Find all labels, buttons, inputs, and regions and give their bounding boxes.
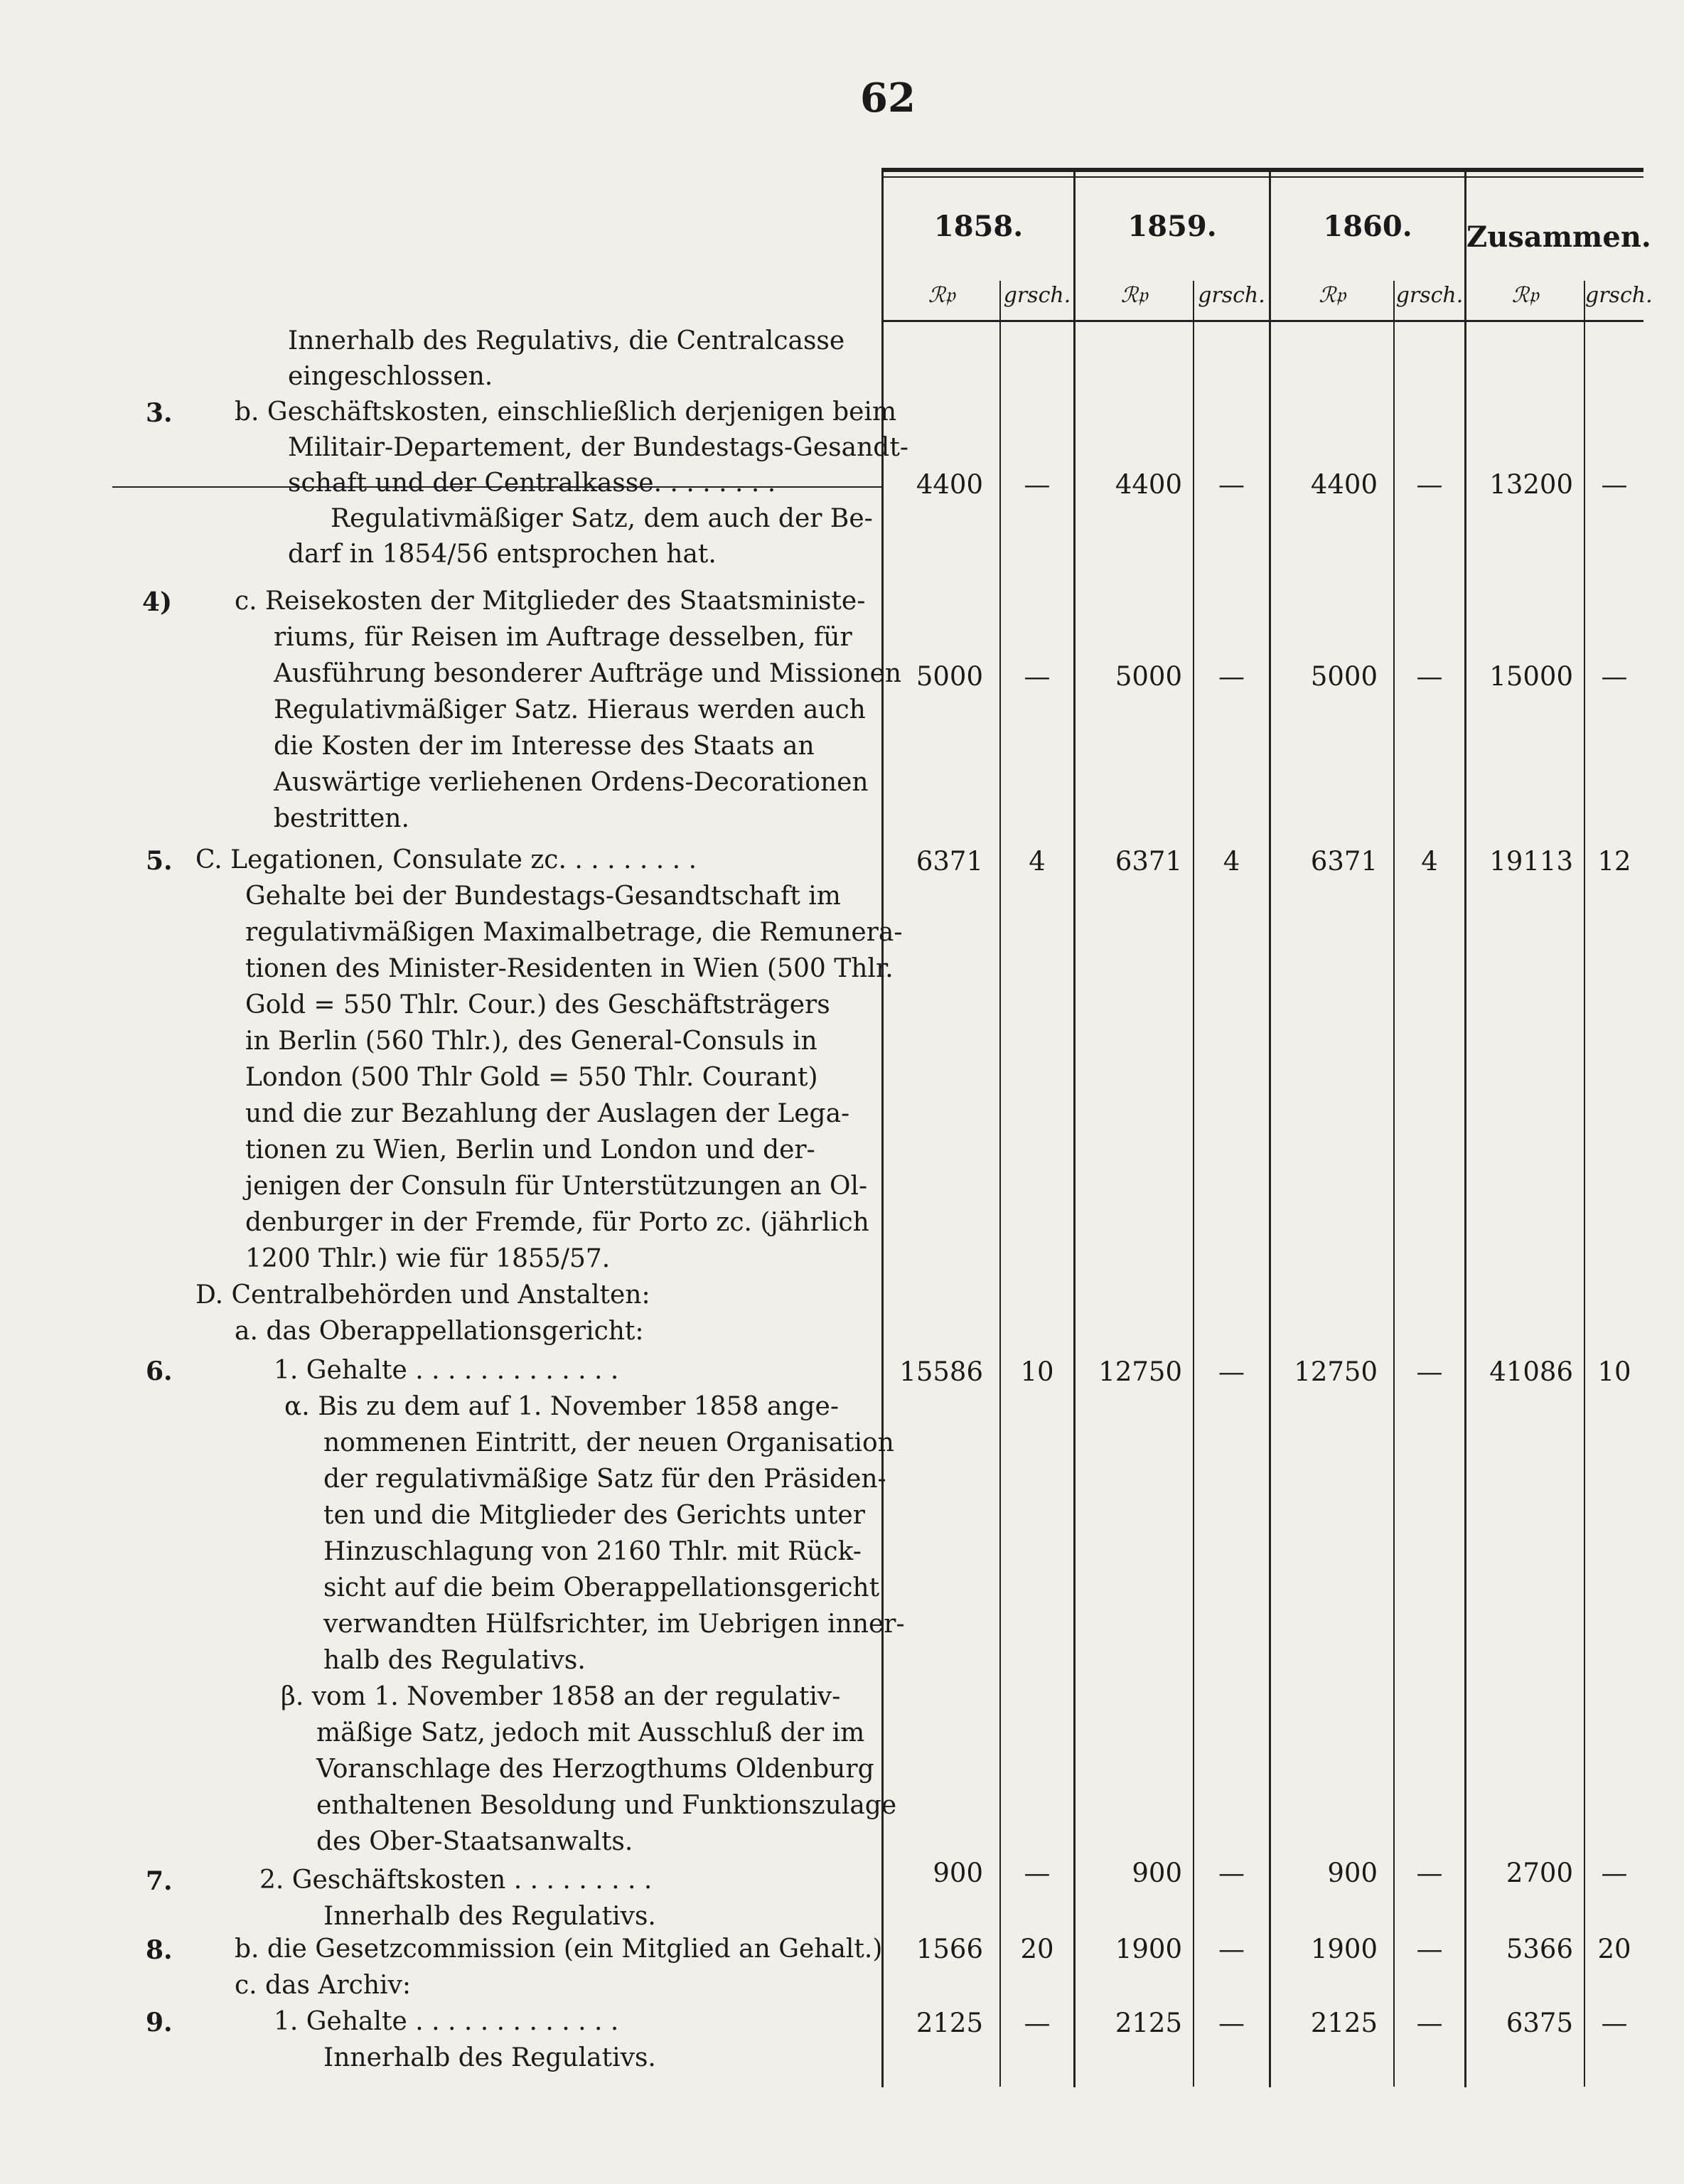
col-rule-gr3 xyxy=(1393,281,1395,2087)
col-rule-gr4 xyxy=(1584,281,1585,2087)
text-line: c. Reisekosten der Mitglieder des Staatsministe- xyxy=(235,587,866,616)
text-line: und die zur Bezahlung der Auslagen der Lega- xyxy=(245,1099,850,1128)
text-line: Militair-Departement, der Bundestags-Gesandt- xyxy=(288,433,908,462)
row-number: 6. xyxy=(146,1356,173,1386)
cell-1858-groschen: 20 xyxy=(1020,1934,1054,1964)
cell-1860-thaler: 4400 xyxy=(1310,469,1378,500)
unit-thaler-total: ℛ𝔭 xyxy=(1511,283,1539,308)
cell-1860-groschen: — xyxy=(1416,469,1443,500)
text-line: London (500 Thlr Gold = 550 Thlr. Courant) xyxy=(245,1063,818,1092)
text-line: 1. Gehalte . . . . . . . . . . . . . xyxy=(274,2007,619,2036)
cell-1859-groschen: — xyxy=(1218,661,1245,692)
page-number: 62 xyxy=(860,75,916,122)
text-line: a. das Oberappellationsgericht: xyxy=(235,1317,644,1346)
text-line: Gehalte bei der Bundestags-Gesandtschaft im xyxy=(245,882,841,911)
cell-total-thaler: 5366 xyxy=(1506,1934,1573,1964)
cell-1859-groschen: — xyxy=(1218,2008,1245,2038)
text-line: Gold = 550 Thlr. Cour.) des Geschäftsträgers xyxy=(245,990,830,1019)
text-line: eingeschlossen. xyxy=(288,362,493,391)
cell-1858-groschen: — xyxy=(1024,661,1051,692)
text-line: Innerhalb des Regulativs. xyxy=(323,2043,656,2072)
cell-1858-groschen: — xyxy=(1024,469,1051,500)
cell-total-thaler: 2700 xyxy=(1506,1858,1573,1888)
col-rule-4 xyxy=(1464,168,1466,2087)
text-line: 1200 Thlr.) wie für 1855/57. xyxy=(245,1244,611,1273)
row-number: 9. xyxy=(146,2008,173,2038)
text-line: schaft und der Centralkasse. . . . . . . . xyxy=(288,469,776,498)
text-line: in Berlin (560 Thlr.), des General-Consuls in xyxy=(245,1027,817,1056)
header-total: Zusammen. xyxy=(1466,220,1651,254)
cell-total-groschen: — xyxy=(1601,2008,1628,2038)
cell-1859-thaler: 1900 xyxy=(1115,1934,1182,1964)
text-line: 2. Geschäftskosten . . . . . . . . . xyxy=(259,1866,653,1895)
cell-total-thaler: 6375 xyxy=(1506,2008,1573,2038)
text-line: des Ober-Staatsanwalts. xyxy=(316,1827,633,1856)
cell-total-groschen: — xyxy=(1601,469,1628,500)
cell-1860-thaler: 12750 xyxy=(1294,1356,1378,1387)
row-number: 4) xyxy=(142,587,173,617)
cell-total-groschen: 10 xyxy=(1597,1356,1631,1387)
unit-thaler-1859: ℛ𝔭 xyxy=(1120,283,1148,308)
text-line: denburger in der Fremde, für Porto zc. (jährlich xyxy=(245,1208,869,1237)
cell-1859-thaler: 5000 xyxy=(1115,661,1182,692)
cell-1858-groschen: — xyxy=(1024,2008,1051,2038)
cell-1860-groschen: — xyxy=(1416,661,1443,692)
text-line: halb des Regulativs. xyxy=(323,1646,586,1675)
cell-1859-groschen: 4 xyxy=(1223,846,1240,877)
text-line: β. vom 1. November 1858 an der regulativ- xyxy=(281,1682,841,1711)
cell-1858-thaler: 1566 xyxy=(916,1934,983,1964)
cell-1859-thaler: 900 xyxy=(1132,1858,1182,1888)
cell-1860-groschen: — xyxy=(1416,1356,1443,1387)
cell-1860-thaler: 6371 xyxy=(1310,846,1378,877)
text-line: c. das Archiv: xyxy=(235,1971,412,2000)
table-top-rule-thin xyxy=(881,176,1643,178)
cell-1858-thaler: 2125 xyxy=(916,2008,983,2038)
cell-1859-groschen: — xyxy=(1218,1934,1245,1964)
row-number: 7. xyxy=(146,1866,173,1896)
cell-1859-thaler: 2125 xyxy=(1115,2008,1182,2038)
cell-1858-thaler: 6371 xyxy=(916,846,983,877)
cell-total-thaler: 13200 xyxy=(1489,469,1573,500)
text-line: enthaltenen Besoldung und Funktionszulage xyxy=(316,1791,897,1820)
text-line: mäßige Satz, jedoch mit Ausschluß der im xyxy=(316,1718,865,1747)
text-line: tionen zu Wien, Berlin und London und der- xyxy=(245,1135,815,1165)
text-line: b. die Gesetzcommission (ein Mitglied an Gehalt.) xyxy=(235,1934,883,1964)
table-header-rule xyxy=(881,320,1643,322)
unit-groschen-total: grsch. xyxy=(1585,283,1653,308)
text-line: C. Legationen, Consulate zc. . . . . . . . . xyxy=(195,845,697,874)
unit-thaler-1860: ℛ𝔭 xyxy=(1319,283,1346,308)
cell-total-groschen: 12 xyxy=(1597,846,1631,877)
cell-1858-groschen: 10 xyxy=(1020,1356,1054,1387)
col-rule-gr1 xyxy=(999,281,1001,2087)
text-line: α. Bis zu dem auf 1. November 1858 ange- xyxy=(284,1392,839,1421)
text-line: Voranschlage des Herzogthums Oldenburg xyxy=(316,1755,874,1784)
cell-1860-groschen: — xyxy=(1416,1858,1443,1888)
text-line: sicht auf die beim Oberappellationsgericht xyxy=(323,1573,880,1602)
text-line: D. Centralbehörden und Anstalten: xyxy=(195,1280,650,1310)
cell-1859-thaler: 4400 xyxy=(1115,469,1182,500)
cell-1859-groschen: — xyxy=(1218,1858,1245,1888)
cell-1860-thaler: 5000 xyxy=(1310,661,1378,692)
col-rule-2 xyxy=(1073,168,1076,2087)
cell-1858-thaler: 900 xyxy=(933,1858,983,1888)
cell-total-groschen: 20 xyxy=(1597,1934,1631,1964)
cell-1860-groschen: — xyxy=(1416,2008,1443,2038)
col-rule-3 xyxy=(1269,168,1271,2087)
text-line: Auswärtige verliehenen Ordens-Decorationen xyxy=(274,768,869,797)
text-line: tionen des Minister-Residenten in Wien (500 Thlr. xyxy=(245,954,894,983)
text-line: riums, für Reisen im Auftrage desselben, für xyxy=(274,623,852,652)
text-line: darf in 1854/56 entsprochen hat. xyxy=(288,540,717,569)
cell-1859-thaler: 6371 xyxy=(1115,846,1182,877)
unit-thaler-1858: ℛ𝔭 xyxy=(928,283,955,308)
cell-1860-groschen: 4 xyxy=(1421,846,1438,877)
text-line: Ausführung besonderer Aufträge und Missionen xyxy=(274,659,902,688)
cell-1858-thaler: 5000 xyxy=(916,661,983,692)
table-top-rule xyxy=(881,168,1643,172)
row-number: 5. xyxy=(146,846,173,876)
text-line: Hinzuschlagung von 2160 Thlr. mit Rück- xyxy=(323,1537,862,1566)
row-number: 8. xyxy=(146,1935,173,1965)
text-line: die Kosten der im Interesse des Staats an xyxy=(274,732,815,761)
text-line: Regulativmäßiger Satz. Hieraus werden auch xyxy=(274,695,866,724)
unit-groschen-1858: grsch. xyxy=(1003,283,1071,308)
header-1858: 1858. xyxy=(933,210,1024,243)
text-line: verwandten Hülfsrichter, im Uebrigen inner- xyxy=(323,1610,905,1639)
cell-1860-thaler: 1900 xyxy=(1310,1934,1378,1964)
unit-groschen-1859: grsch. xyxy=(1198,283,1265,308)
text-line: 1. Gehalte . . . . . . . . . . . . . xyxy=(274,1356,619,1385)
unit-groschen-1860: grsch. xyxy=(1395,283,1464,308)
cell-1859-thaler: 12750 xyxy=(1098,1356,1182,1387)
cell-1859-groschen: — xyxy=(1218,469,1245,500)
cell-total-thaler: 15000 xyxy=(1489,661,1573,692)
text-line: regulativmäßigen Maximalbetrage, die Remunera- xyxy=(245,918,903,947)
cell-1859-groschen: — xyxy=(1218,1356,1245,1387)
text-line: nommenen Eintritt, der neuen Organisation xyxy=(323,1428,894,1457)
cell-1860-groschen: — xyxy=(1416,1934,1443,1964)
row-number: 3. xyxy=(146,398,173,428)
header-1860: 1860. xyxy=(1323,210,1412,243)
text-line: jenigen der Consuln für Unterstützungen an Ol- xyxy=(245,1172,868,1201)
cell-1858-groschen: — xyxy=(1024,1858,1051,1888)
cell-1858-thaler: 4400 xyxy=(916,469,983,500)
text-line: Innerhalb des Regulativs, die Centralcasse xyxy=(288,326,845,355)
cell-1860-thaler: 2125 xyxy=(1310,2008,1378,2038)
text-line: Innerhalb des Regulativs. xyxy=(323,1902,656,1931)
text-line: der regulativmäßige Satz für den Präsiden- xyxy=(323,1465,886,1494)
text-line: b. Geschäftskosten, einschließlich derjenigen beim xyxy=(235,397,897,427)
cell-total-thaler: 41086 xyxy=(1489,1356,1573,1387)
text-line: ten und die Mitglieder des Gerichts unter xyxy=(323,1501,865,1530)
cell-total-groschen: — xyxy=(1601,1858,1628,1888)
text-line: bestritten. xyxy=(274,804,409,833)
cell-total-thaler: 19113 xyxy=(1489,846,1573,877)
cell-1858-thaler: 15586 xyxy=(899,1356,983,1387)
cell-1858-groschen: 4 xyxy=(1029,846,1046,877)
text-line: Regulativmäßiger Satz, dem auch der Be- xyxy=(331,504,873,533)
col-rule-gr2 xyxy=(1193,281,1194,2087)
cell-1860-thaler: 900 xyxy=(1327,1858,1378,1888)
header-1859: 1859. xyxy=(1127,210,1217,243)
cell-total-groschen: — xyxy=(1601,661,1628,692)
